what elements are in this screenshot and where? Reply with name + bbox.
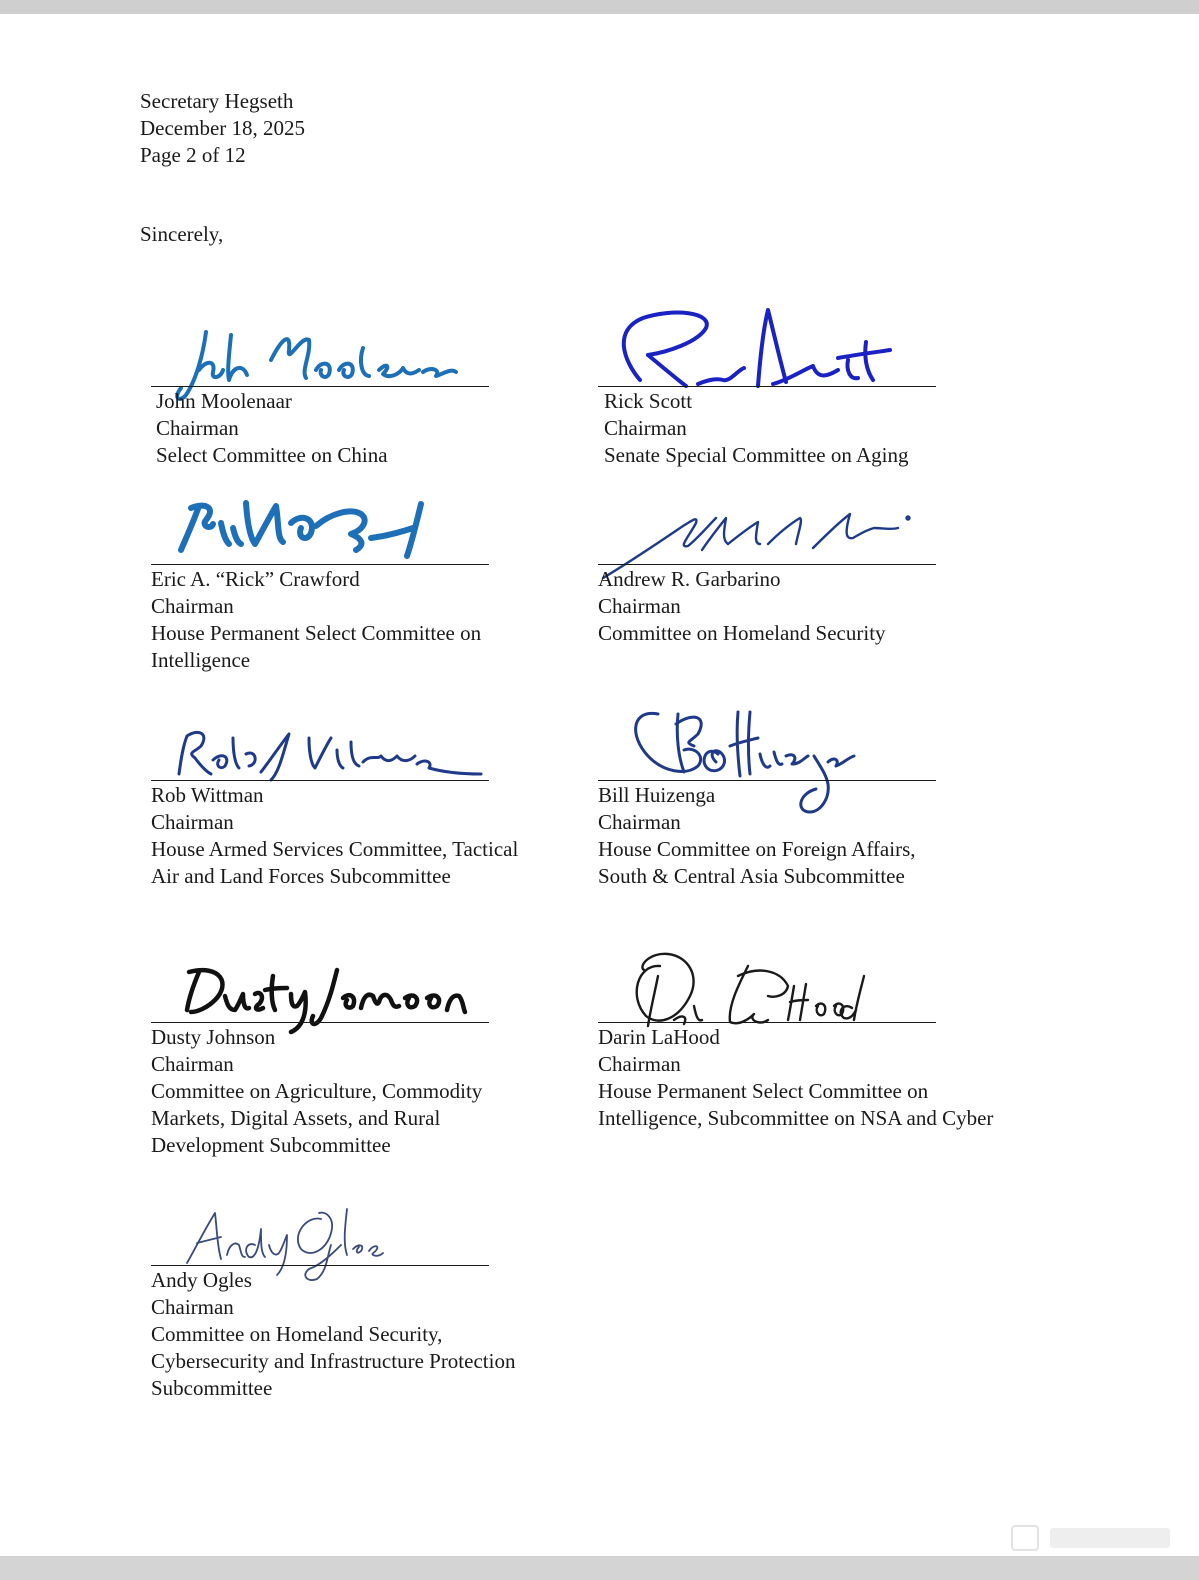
signature-crawford [151,478,491,568]
signatory-title: Chairman [604,416,687,440]
signature-line [151,564,489,565]
signatory-name: Andrew R. Garbarino [598,567,781,591]
signatory-committee: House Permanent Select Committee on [598,1079,929,1103]
signature-ogles [151,1179,491,1269]
signature-line [598,780,936,781]
signatory-name: Rob Wittman [151,783,264,807]
signatory-title: Chairman [151,1052,234,1076]
signatory-name: Rick Scott [604,389,693,413]
signatory-committee: Air and Land Forces Subcommittee [151,864,451,888]
signatory-title: Chairman [598,594,681,618]
signatory-name: Andy Ogles [151,1268,252,1292]
signatory-committee: Intelligence, Subcommittee on NSA and Cyber [598,1106,994,1130]
signatory-name: Darin LaHood [598,1025,720,1049]
page-number-line: Page 2 of 12 [140,143,246,167]
signatory-title: Chairman [598,810,681,834]
recipient-line: Secretary Hegseth [140,89,294,113]
signatory-title: Chairman [151,594,234,618]
signatory-name: Eric A. “Rick” Crawford [151,567,360,591]
signature-line [598,564,936,565]
signatory-committee: House Permanent Select Committee on [151,621,482,645]
signature-lahood [598,936,938,1026]
signatory-name: Dusty Johnson [151,1025,276,1049]
signatory-committee: Subcommittee [151,1376,273,1400]
signatory-committee: South & Central Asia Subcommittee [598,864,905,888]
signatory-title: Chairman [598,1052,681,1076]
signatory-committee: Markets, Digital Assets, and Rural [151,1106,441,1130]
viewer-top-bar [0,0,1199,14]
signatory-name: John Moolenaar [156,389,292,413]
signature-line [598,1022,936,1023]
signature-johnson [151,936,491,1026]
signatory-committee: House Committee on Foreign Affairs, [598,837,916,861]
letter-header [140,88,305,169]
signatory-title: Chairman [151,1295,234,1319]
closing-salutation: Sincerely, [140,222,224,246]
signature-huizenga [598,694,938,784]
signature-scott [598,300,938,390]
date-line: December 18, 2025 [140,116,306,140]
signature-line [151,780,489,781]
signatory-committee: Committee on Agriculture, Commodity [151,1079,483,1103]
signatory-committee: Cybersecurity and Infrastructure Protection [151,1349,516,1373]
signatory-title: Chairman [151,810,234,834]
signatory-committee: Committee on Homeland Security, [151,1322,443,1346]
signatory-committee: Intelligence [151,648,251,672]
signature-wittman [151,694,491,784]
signatory-name: Bill Huizenga [598,783,716,807]
signatory-committee: Select Committee on China [156,443,388,467]
signature-line [598,386,936,387]
viewer-watermark [1010,1522,1180,1556]
signatory-title: Chairman [156,416,239,440]
signature-moolenaar [151,300,491,390]
viewer-bottom-bar [0,1556,1199,1580]
signatory-committee: Committee on Homeland Security [598,621,886,645]
signature-line [151,386,489,387]
signature-line [151,1022,489,1023]
signature-line [151,1265,489,1266]
signatory-committee: Senate Special Committee on Aging [604,443,909,467]
signatory-committee: House Armed Services Committee, Tactical [151,837,519,861]
signature-garbarino [598,478,938,568]
signatory-committee: Development Subcommittee [151,1133,391,1157]
